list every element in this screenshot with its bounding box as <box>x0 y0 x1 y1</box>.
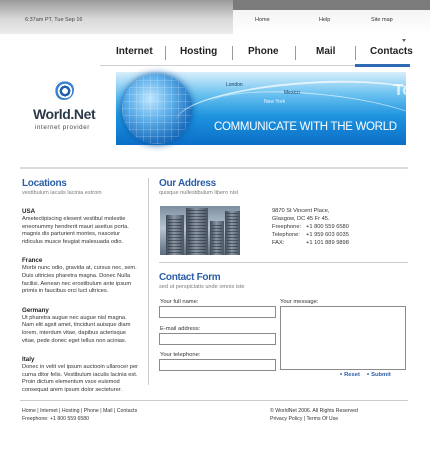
footer-link-contacts[interactable]: Contacts <box>116 408 138 414</box>
nav-separator <box>295 46 296 60</box>
location-text: Morbi nunc odio, gravida at, cursus nec, sem. Duis ultricies pharetra magna. Donec Nulla facilisi. Aenean nec erostibulum ante ipsum primis in faucibus orci luct ultrices. <box>22 265 137 295</box>
office-building-photo <box>160 206 240 255</box>
city-label: Mexico <box>284 90 300 96</box>
location-text: Donec in velit vel ipsum auctooin ullarocer per curna ditor felis. Vestibulum iaculis lacinia est. Proin dictum elementum vsce euismod consequat arem ipsum dolor secteturer. <box>22 364 139 393</box>
location-country: USA <box>22 208 36 215</box>
message-textarea[interactable] <box>280 306 406 370</box>
contact-form-header <box>159 272 245 290</box>
banner-tagline: COMMUNICATE WITH THE WORLD <box>214 121 397 133</box>
footer-right: © WorldNet 2006. All Rights Reserved Privacy Policy | Terms Of Use <box>270 408 358 422</box>
address-telephone: Telephone: +1 959 603 6035 <box>272 231 349 238</box>
active-arrow-icon <box>402 39 406 42</box>
reset-button[interactable]: • Reset <box>340 372 360 378</box>
nav-phone[interactable]: Phone <box>248 46 279 57</box>
message-label: Your message: <box>280 299 319 305</box>
location-country: Germany <box>22 306 49 314</box>
top-link-home[interactable]: Home <box>255 17 270 23</box>
logo-subtitle: internet provider <box>35 124 90 131</box>
column-divider <box>148 178 149 385</box>
nav-contacts[interactable]: Contacts <box>370 46 413 57</box>
nav-hosting[interactable]: Hosting <box>180 46 218 57</box>
top-strip <box>233 0 430 10</box>
terms-of-use-link[interactable]: Terms Of Use <box>306 415 339 422</box>
logo-icon[interactable] <box>54 80 74 100</box>
phone-label: Your telephone: <box>160 352 201 358</box>
locations-title: Locations <box>22 178 67 189</box>
nav-separator <box>232 46 233 60</box>
top-links <box>233 10 430 34</box>
footer-links: Home | Internet | Hosting | Phone | Mail | Contacts <box>22 408 138 414</box>
footer-left <box>22 408 137 423</box>
nav-mail[interactable]: Mail <box>316 46 336 57</box>
footer-link-phone[interactable]: Phone <box>83 408 99 414</box>
address-freephone: Freephone: +1 800 559 6580 <box>272 223 349 230</box>
address-section <box>159 178 409 196</box>
bullet-icon: • <box>340 372 343 378</box>
address-title: Our Address <box>159 178 216 189</box>
location-item <box>22 356 140 394</box>
location-country: France <box>22 257 43 265</box>
address-street: 9870 St Vincent Place, <box>272 208 330 214</box>
address-fax: FAX: +1 101 889 9898 <box>272 239 349 246</box>
contact-form-subtitle: sed ut perspiciatis unde omnis iste <box>159 284 245 290</box>
city-label: New York <box>264 99 286 105</box>
banner-big-text: To <box>393 82 412 99</box>
nav-separator <box>355 46 356 60</box>
locations-section <box>22 178 140 395</box>
location-item <box>22 208 140 246</box>
footer-freephone: Freephone: +1 800 559 6580 <box>22 415 90 422</box>
main-nav <box>100 42 430 64</box>
contact-form-title: Contact Form <box>159 272 221 283</box>
nav-internet[interactable]: Internet <box>116 46 153 57</box>
location-text: Ut pharetra augue nec augue nisl magna. Nam elit agsit amet, tincidunt auisque diam lorem, interdum vitae, dapibus acterisque vitae, pede donec eget tellus non acinias. <box>22 314 131 344</box>
name-label: Your full name: <box>160 299 199 305</box>
divider <box>20 167 408 169</box>
header-banner <box>116 72 412 145</box>
footer-copyright: © WorldNet 2006. All Rights Reserved <box>270 408 358 414</box>
top-link-sitemap[interactable]: Site map <box>371 17 393 23</box>
privacy-policy-link[interactable]: Privacy Policy <box>270 415 303 422</box>
footer-divider <box>20 400 408 401</box>
top-bar <box>0 0 430 34</box>
city-label: London <box>226 82 243 88</box>
nav-separator <box>165 46 166 60</box>
submit-button[interactable]: • Submit <box>367 372 391 378</box>
footer-link-hosting[interactable]: Hosting <box>61 408 80 414</box>
address-details <box>272 208 349 248</box>
footer-link-home[interactable]: Home <box>22 408 36 414</box>
phone-input[interactable] <box>159 359 276 371</box>
globe-image <box>122 74 192 144</box>
location-text: Ametectipiscing elesent vestibul molestie eneonummy hendrerit mauri aseitus porta. magnis dis parturient montes, nascetur ridiculus musce feugiat malesuada odio. <box>22 216 129 245</box>
nav-active-underline <box>355 64 410 67</box>
logo-name[interactable]: World.Net <box>33 106 96 122</box>
bullet-icon: • <box>367 372 370 378</box>
name-input[interactable] <box>159 306 276 318</box>
email-input[interactable] <box>159 333 276 345</box>
date-time: 6:37am PT, Tue Sep 16 <box>25 17 83 23</box>
email-label: E-mail address: <box>160 326 201 332</box>
top-link-help[interactable]: Help <box>319 17 331 23</box>
location-item <box>22 257 140 295</box>
location-country: Italy <box>22 356 35 364</box>
footer-link-internet[interactable]: Internet <box>40 408 58 414</box>
locations-subtitle: vestibulum iaculis lacinia estroin <box>22 190 102 196</box>
footer-link-mail[interactable]: Mail <box>102 408 113 414</box>
address-subtitle: quisque nullestibulum libero nisl <box>159 190 238 196</box>
address-city: Glasgow, DC 45 Fr 45. <box>272 215 330 222</box>
divider <box>159 262 408 263</box>
location-item <box>22 307 140 345</box>
